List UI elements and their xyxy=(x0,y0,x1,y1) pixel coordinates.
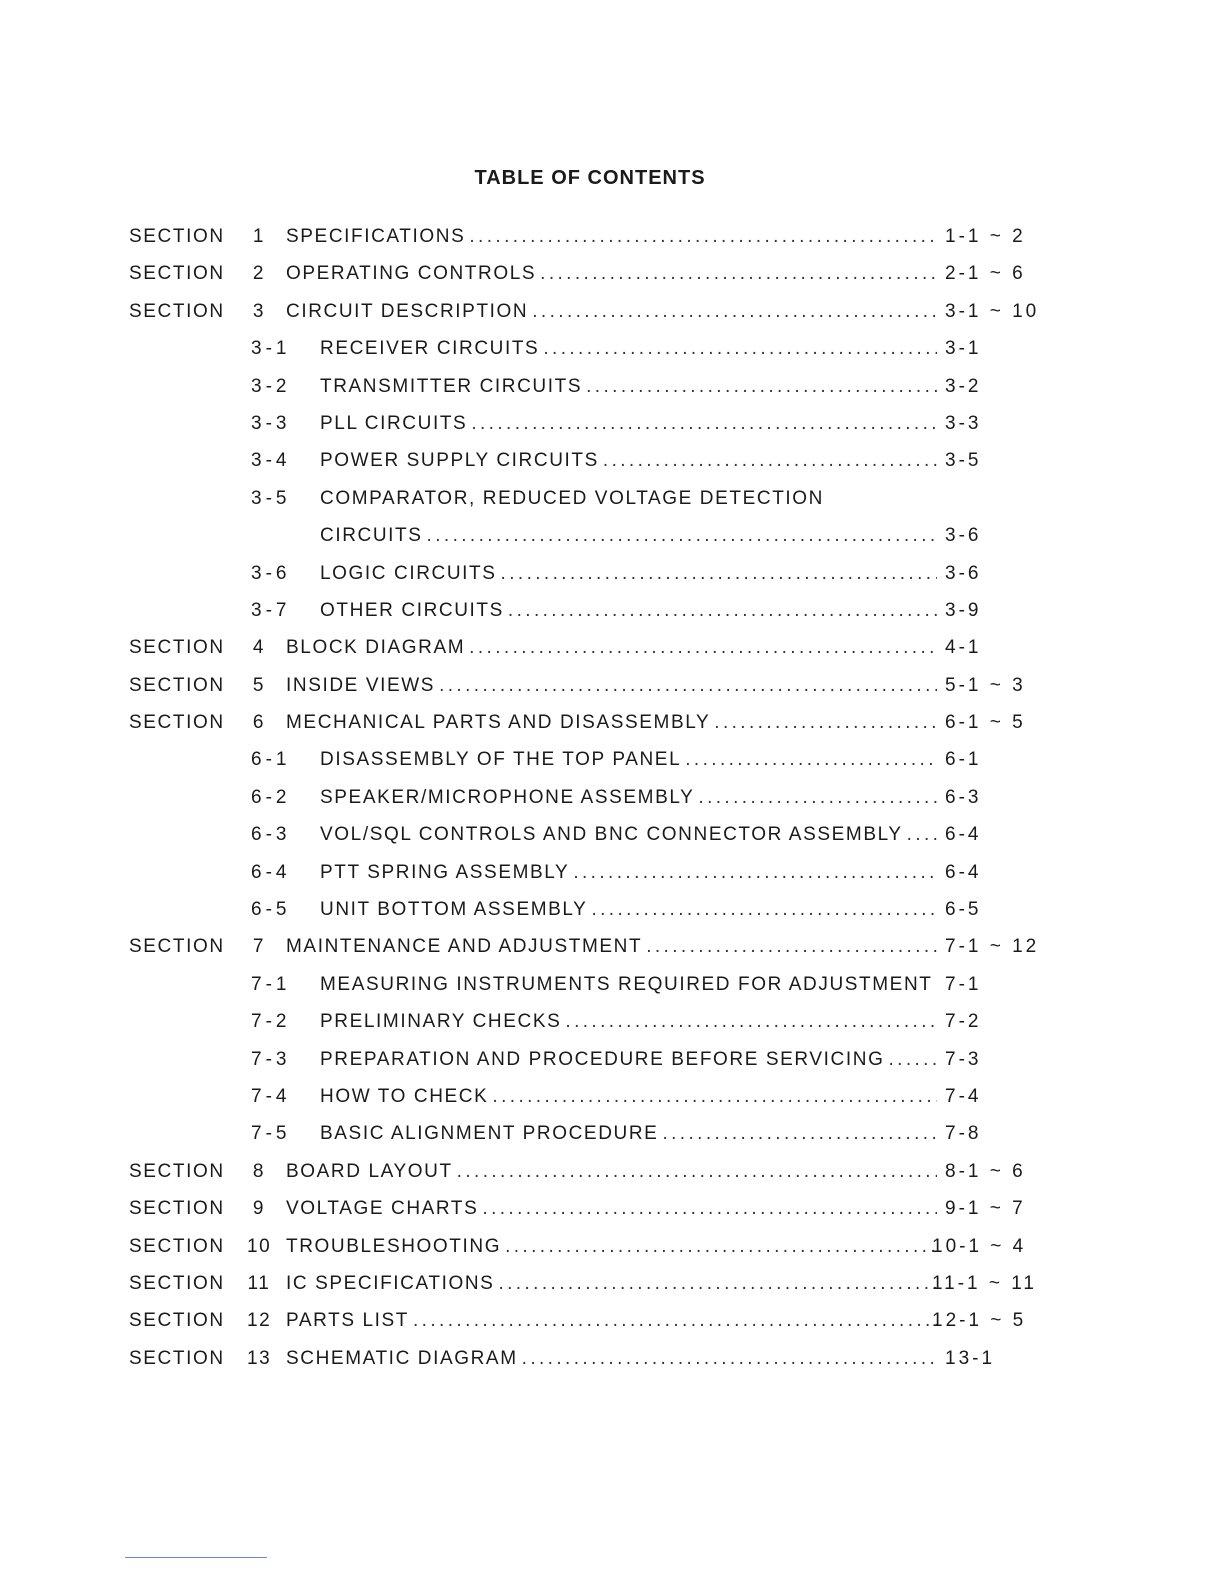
dot-leader xyxy=(907,820,937,850)
entry-title: PRELIMINARY CHECKS xyxy=(320,1011,562,1033)
entry-title: PTT SPRING ASSEMBLY xyxy=(320,861,570,883)
section-number: 4 xyxy=(252,637,266,659)
entry-title-with-leader xyxy=(286,1269,937,1299)
subsection-number: 3-4 xyxy=(251,450,291,472)
section-number: 5 xyxy=(252,674,266,696)
entry-title-with-leader xyxy=(320,783,937,813)
toc-subsection-row xyxy=(129,1082,1049,1119)
subsection-number: 3-2 xyxy=(251,375,291,397)
page-reference: 6-1 ~ 5 xyxy=(945,712,1026,734)
dot-leader xyxy=(469,222,937,252)
page-reference: 3-3 xyxy=(945,412,982,434)
toc-subsection-row xyxy=(129,970,1049,1007)
entry-title: OTHER CIRCUITS xyxy=(320,599,504,621)
subsection-number: 3-3 xyxy=(251,412,291,434)
entry-title: BLOCK DIAGRAM xyxy=(286,637,466,659)
subsection-number: 3-5 xyxy=(251,487,291,509)
section-number: 6 xyxy=(252,712,266,734)
entry-title-with-leader xyxy=(286,1194,937,1224)
section-number: 13 xyxy=(247,1347,272,1369)
entry-title-with-leader xyxy=(286,1232,937,1262)
entry-title-with-leader xyxy=(286,932,937,962)
table-of-contents xyxy=(129,222,1049,1381)
dot-leader xyxy=(543,334,937,364)
entry-title: CIRCUIT DESCRIPTION xyxy=(286,300,529,322)
dot-leader xyxy=(471,409,937,439)
toc-section-row xyxy=(129,222,1049,259)
dot-leader xyxy=(498,1269,937,1299)
entry-title: MEASURING INSTRUMENTS REQUIRED FOR ADJUSTMENT xyxy=(320,973,933,995)
entry-title: CIRCUITS xyxy=(320,525,423,547)
section-number: 1 xyxy=(252,226,266,247)
page-reference: 7-3 xyxy=(945,1048,982,1070)
section-label: SECTION xyxy=(129,263,225,285)
dot-leader xyxy=(492,1082,937,1112)
page-reference: 7-8 xyxy=(945,1123,982,1145)
page-reference: 3-6 xyxy=(945,562,982,584)
page-reference: 8-1 ~ 6 xyxy=(945,1160,1026,1182)
entry-title-with-leader xyxy=(286,259,937,289)
dot-leader xyxy=(565,1007,937,1037)
page-reference: 6-1 xyxy=(945,749,982,771)
entry-title-with-leader xyxy=(286,1306,937,1336)
toc-subsection-row xyxy=(129,745,1049,782)
page-reference: 7-1 ~ 12 xyxy=(945,936,1040,958)
subsection-number: 6-5 xyxy=(251,899,291,921)
entry-title-with-leader xyxy=(320,1045,937,1075)
dot-leader xyxy=(532,297,937,327)
page-reference: 12-1 ~ 5 xyxy=(932,1310,1027,1332)
entry-title-with-leader xyxy=(320,895,937,925)
entry-title: TROUBLESHOOTING xyxy=(286,1235,502,1257)
toc-section-row xyxy=(129,1269,1049,1306)
entry-title-with-leader xyxy=(320,334,937,364)
subsection-number: 3-1 xyxy=(251,338,291,360)
entry-title: POWER SUPPLY CIRCUITS xyxy=(320,450,599,472)
toc-subsection-row xyxy=(129,1007,1049,1044)
page-reference: 3-5 xyxy=(945,450,982,472)
subsection-number: 6-1 xyxy=(251,749,291,771)
entry-title-with-leader xyxy=(286,1344,937,1374)
dot-leader xyxy=(591,895,937,925)
toc-subsection-row xyxy=(129,820,1049,857)
toc-subsection-row xyxy=(129,521,1049,558)
entry-title-with-leader xyxy=(320,970,937,1000)
toc-section-row xyxy=(129,708,1049,745)
toc-section-row xyxy=(129,671,1049,708)
entry-title-with-leader xyxy=(286,297,937,327)
dot-leader xyxy=(427,521,937,551)
section-number: 12 xyxy=(247,1310,272,1332)
toc-subsection-row xyxy=(129,484,1049,521)
dot-leader xyxy=(698,783,937,813)
page-reference: 7-4 xyxy=(945,1085,982,1107)
toc-subsection-row xyxy=(129,1045,1049,1082)
subsection-number: 3-7 xyxy=(251,599,291,621)
subsection-number: 3-6 xyxy=(251,562,291,584)
entry-title: SPEAKER/MICROPHONE ASSEMBLY xyxy=(320,786,695,808)
page-reference: 3-9 xyxy=(945,599,982,621)
footer-rule xyxy=(125,1557,267,1558)
toc-section-row xyxy=(129,259,1049,296)
dot-leader xyxy=(662,1119,937,1149)
page-reference: 10-1 ~ 4 xyxy=(932,1235,1027,1257)
entry-title: PREPARATION AND PROCEDURE BEFORE SERVICING xyxy=(320,1048,885,1070)
toc-subsection-row xyxy=(129,596,1049,633)
page-reference: 3-1 xyxy=(945,338,982,360)
entry-title: RECEIVER CIRCUITS xyxy=(320,338,540,360)
subsection-number: 7-1 xyxy=(251,973,291,995)
entry-title-with-leader xyxy=(320,820,937,850)
dot-leader xyxy=(413,1306,937,1336)
section-label: SECTION xyxy=(129,1235,225,1257)
dot-leader xyxy=(522,1344,937,1374)
entry-title-with-leader xyxy=(320,409,937,439)
dot-leader xyxy=(482,1194,937,1224)
entry-title: VOL/SQL CONTROLS AND BNC CONNECTOR ASSEMBLY xyxy=(320,824,903,846)
section-label: SECTION xyxy=(129,712,225,734)
entry-title: OPERATING CONTROLS xyxy=(286,263,537,285)
entry-title-with-leader xyxy=(320,858,937,888)
dot-leader xyxy=(573,858,937,888)
dot-leader xyxy=(505,1232,937,1262)
dot-leader xyxy=(603,446,937,476)
section-number: 8 xyxy=(252,1160,266,1182)
entry-title-with-leader xyxy=(320,1082,937,1112)
section-label: SECTION xyxy=(129,300,225,322)
toc-subsection-row xyxy=(129,409,1049,446)
toc-subsection-row xyxy=(129,559,1049,596)
toc-subsection-row xyxy=(129,858,1049,895)
section-label: SECTION xyxy=(129,1310,225,1332)
toc-section-row xyxy=(129,297,1049,334)
page-reference: 7-2 xyxy=(945,1011,982,1033)
dot-leader xyxy=(685,745,937,775)
subsection-number: 7-2 xyxy=(251,1011,291,1033)
dot-leader xyxy=(501,559,937,589)
page-reference: 2-1 ~ 6 xyxy=(945,263,1026,285)
page-reference: 3-6 xyxy=(945,525,982,547)
toc-section-row xyxy=(129,633,1049,670)
page-reference: 6-4 xyxy=(945,824,982,846)
section-number: 11 xyxy=(247,1272,271,1294)
section-label: SECTION xyxy=(129,1347,225,1369)
section-label: SECTION xyxy=(129,1198,225,1220)
entry-title: HOW TO CHECK xyxy=(320,1085,489,1107)
section-number: 7 xyxy=(252,936,266,958)
dot-leader xyxy=(540,259,937,289)
entry-title: BASIC ALIGNMENT PROCEDURE xyxy=(320,1123,659,1145)
page-reference: 9-1 ~ 7 xyxy=(945,1198,1026,1220)
page-reference: 6-3 xyxy=(945,786,982,808)
entry-title: SCHEMATIC DIAGRAM xyxy=(286,1347,518,1369)
entry-title: PARTS LIST xyxy=(286,1310,409,1332)
section-label: SECTION xyxy=(129,1272,225,1294)
subsection-number: 6-2 xyxy=(251,786,291,808)
section-label: SECTION xyxy=(129,226,225,247)
entry-title: INSIDE VIEWS xyxy=(286,674,436,696)
toc-section-row xyxy=(129,1344,1049,1381)
entry-title: COMPARATOR, REDUCED VOLTAGE DETECTION xyxy=(320,487,824,509)
dot-leader xyxy=(586,372,937,402)
dot-leader xyxy=(714,708,937,738)
page-reference: 5-1 ~ 3 xyxy=(945,674,1026,696)
dot-leader xyxy=(457,1157,937,1187)
page-reference: 3-1 ~ 10 xyxy=(945,300,1040,322)
entry-title: IC SPECIFICATIONS xyxy=(286,1272,495,1294)
toc-section-row xyxy=(129,1157,1049,1194)
page-reference: 11-1 ~ 11 xyxy=(932,1272,1037,1294)
entry-title-with-leader xyxy=(320,1119,937,1149)
toc-subsection-row xyxy=(129,446,1049,483)
entry-title-with-leader xyxy=(320,521,937,551)
section-number: 2 xyxy=(252,263,266,285)
toc-subsection-row xyxy=(129,783,1049,820)
entry-title: MECHANICAL PARTS AND DISASSEMBLY xyxy=(286,712,711,734)
section-label: SECTION xyxy=(129,674,225,696)
subsection-number: 7-3 xyxy=(251,1048,291,1070)
page-title: TABLE OF CONTENTS xyxy=(474,167,706,189)
toc-section-row xyxy=(129,1194,1049,1231)
toc-section-row xyxy=(129,932,1049,969)
dot-leader xyxy=(508,596,937,626)
section-label: SECTION xyxy=(129,936,225,958)
entry-title-with-leader xyxy=(320,446,937,476)
entry-title-with-leader xyxy=(286,708,937,738)
dot-leader xyxy=(888,1045,937,1075)
entry-title-with-leader xyxy=(320,1007,937,1037)
page-reference: 1-1 ~ 2 xyxy=(945,226,1026,247)
section-number: 9 xyxy=(252,1198,266,1220)
entry-title: DISASSEMBLY OF THE TOP PANEL xyxy=(320,749,682,771)
toc-subsection-row xyxy=(129,372,1049,409)
toc-subsection-row xyxy=(129,895,1049,932)
entry-title: SPECIFICATIONS xyxy=(286,226,466,247)
entry-title-with-leader xyxy=(320,484,937,514)
entry-title-with-leader xyxy=(320,372,937,402)
page-reference: 7-1 xyxy=(945,973,982,995)
page-reference: 3-2 xyxy=(945,375,982,397)
entry-title-with-leader xyxy=(286,1157,937,1187)
toc-subsection-row xyxy=(129,1119,1049,1156)
page-reference: 13-1 xyxy=(945,1347,996,1369)
toc-section-row xyxy=(129,1232,1049,1269)
dot-leader xyxy=(469,633,937,663)
toc-subsection-row xyxy=(129,334,1049,371)
section-label: SECTION xyxy=(129,1160,225,1182)
subsection-number: 6-3 xyxy=(251,824,291,846)
section-number: 10 xyxy=(247,1235,272,1257)
toc-section-row xyxy=(129,1306,1049,1343)
section-label: SECTION xyxy=(129,637,225,659)
page-reference: 6-5 xyxy=(945,899,982,921)
dot-leader xyxy=(936,970,937,1000)
dot-leader xyxy=(646,932,937,962)
entry-title-with-leader xyxy=(320,745,937,775)
subsection-number: 6-4 xyxy=(251,861,291,883)
entry-title-with-leader xyxy=(320,596,937,626)
entry-title-with-leader xyxy=(286,222,937,252)
subsection-number: 7-4 xyxy=(251,1085,291,1107)
entry-title: LOGIC CIRCUITS xyxy=(320,562,497,584)
entry-title: PLL CIRCUITS xyxy=(320,412,468,434)
entry-title: TRANSMITTER CIRCUITS xyxy=(320,375,583,397)
entry-title-with-leader xyxy=(286,633,937,663)
subsection-number: 7-5 xyxy=(251,1123,291,1145)
section-number: 3 xyxy=(252,300,266,322)
dot-leader xyxy=(439,671,937,701)
entry-title-with-leader xyxy=(286,671,937,701)
entry-title: VOLTAGE CHARTS xyxy=(286,1198,479,1220)
entry-title: MAINTENANCE AND ADJUSTMENT xyxy=(286,936,643,958)
page-reference: 6-4 xyxy=(945,861,982,883)
page-reference: 4-1 xyxy=(945,637,982,659)
entry-title: UNIT BOTTOM ASSEMBLY xyxy=(320,899,588,921)
entry-title: BOARD LAYOUT xyxy=(286,1160,453,1182)
entry-title-with-leader xyxy=(320,559,937,589)
